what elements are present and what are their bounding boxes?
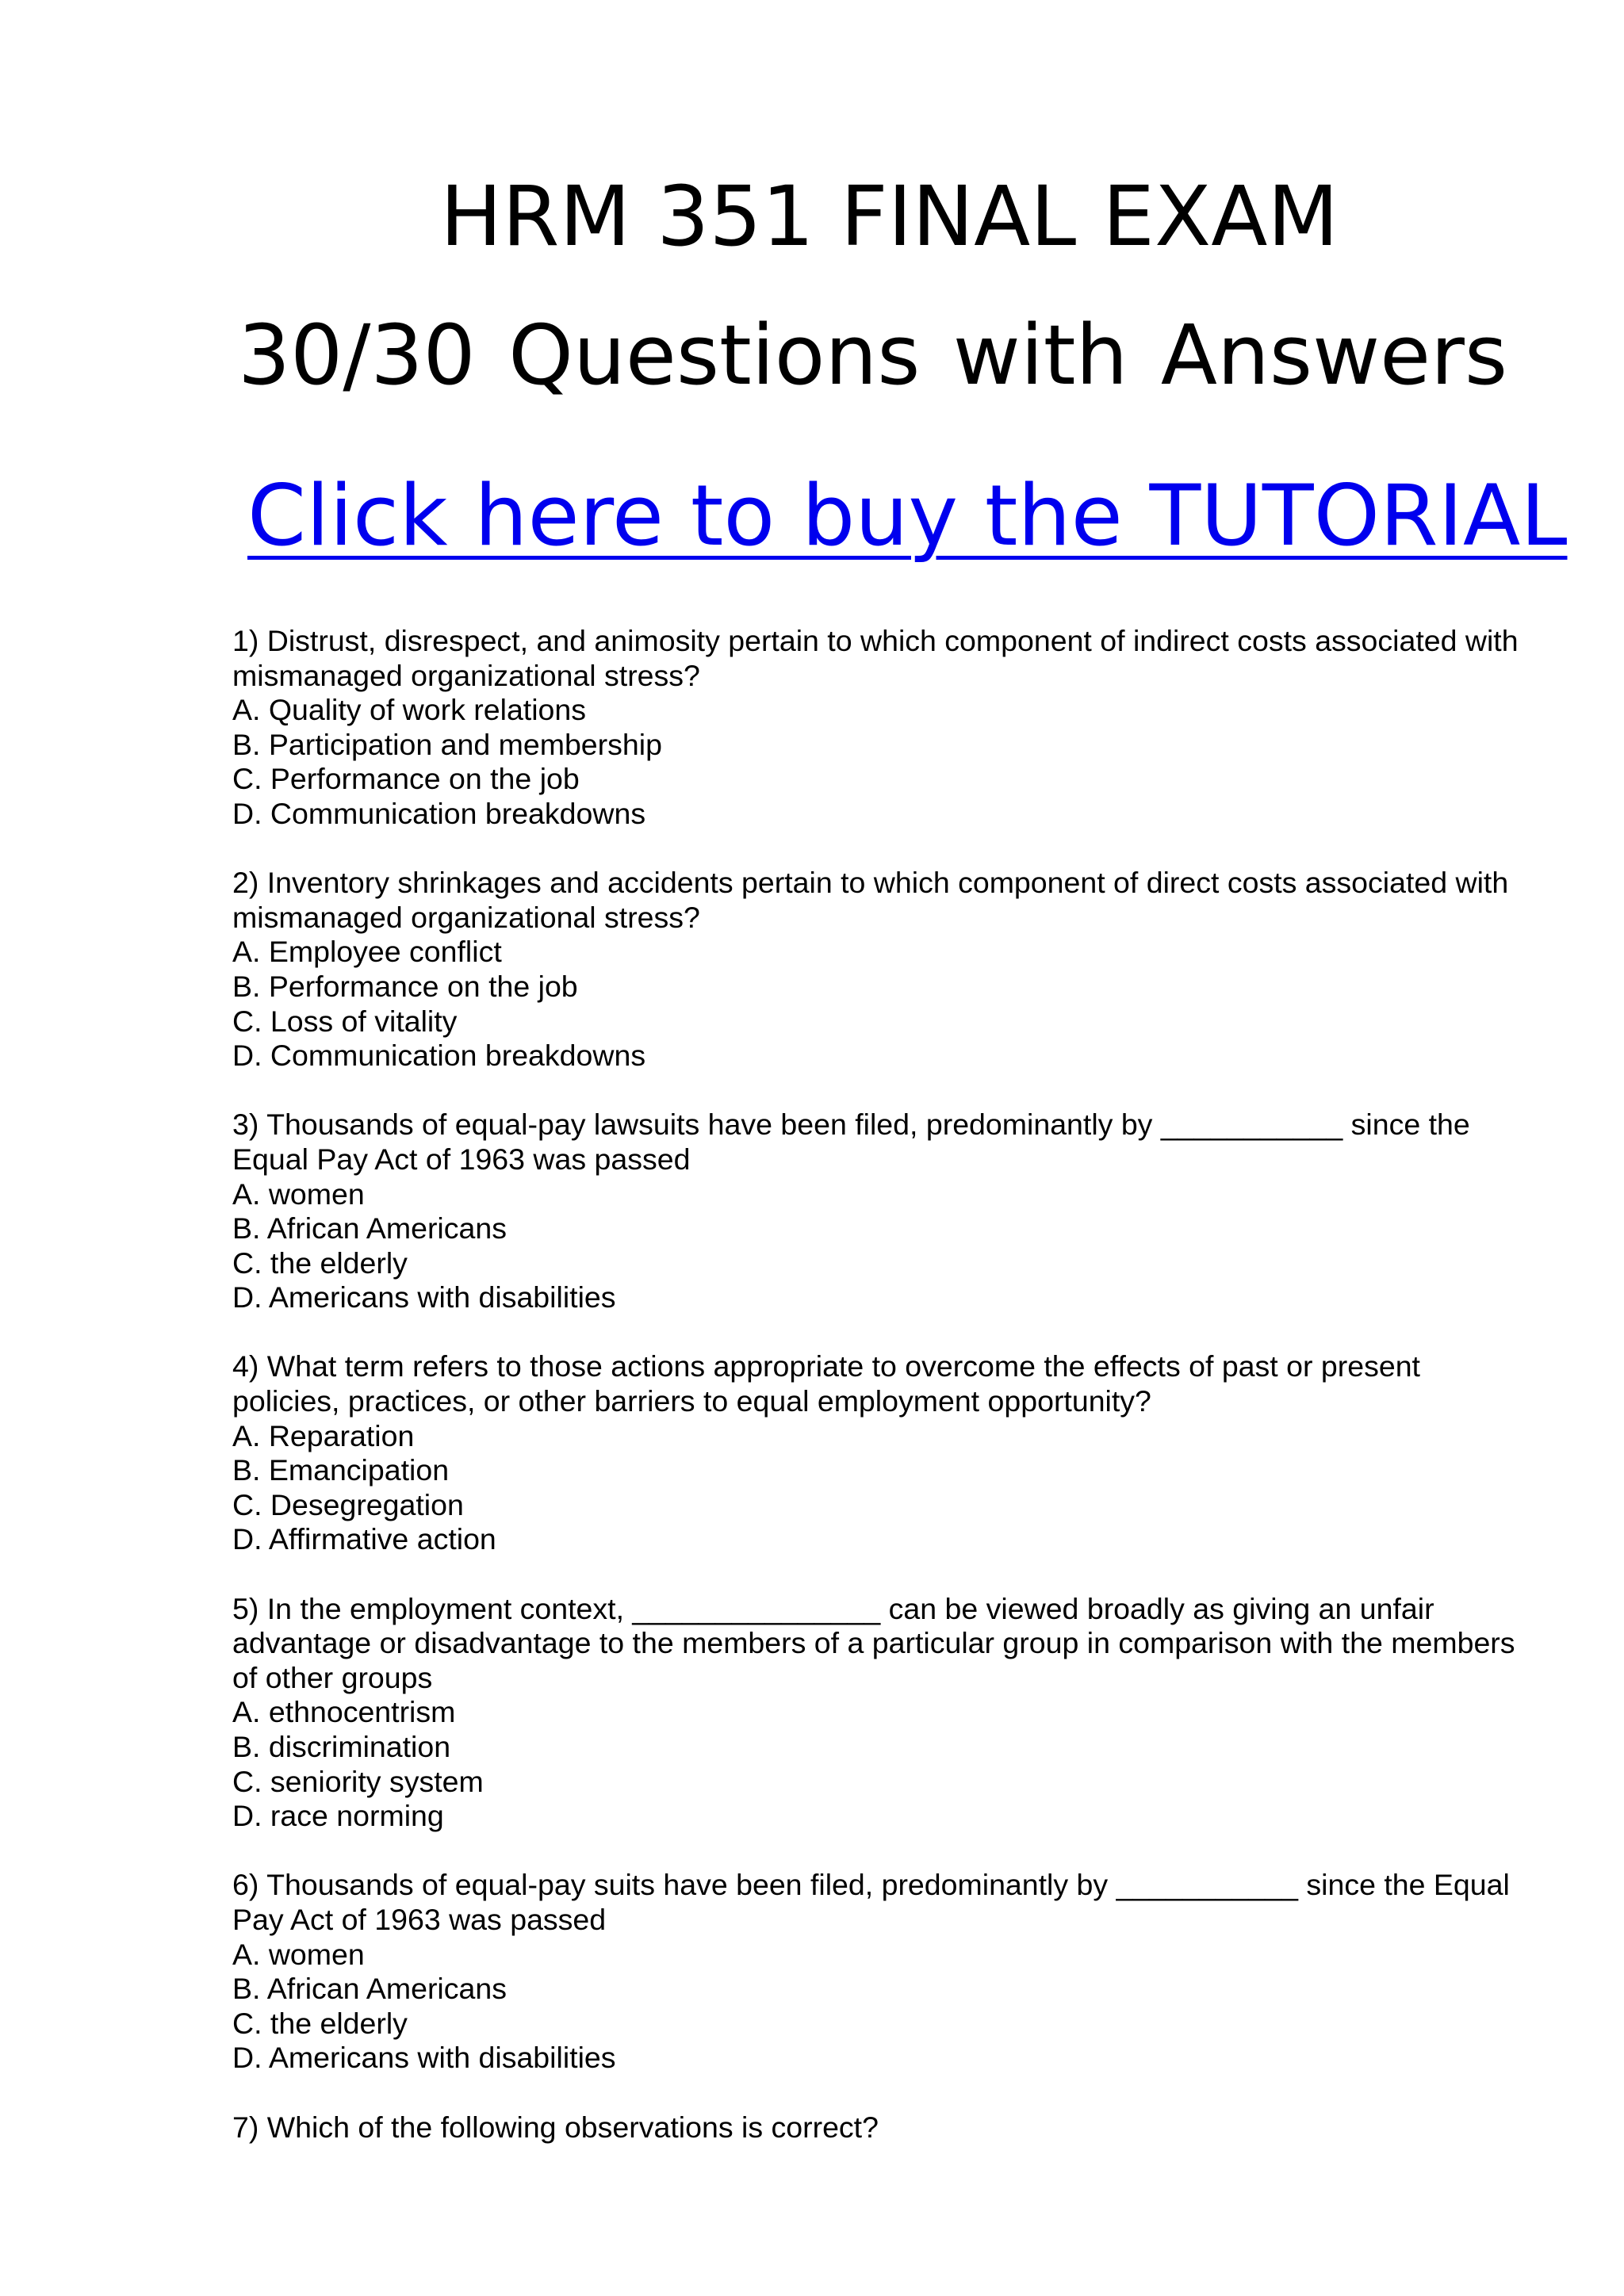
- answer-option: A. women: [232, 1177, 365, 1211]
- question-text: 6) Thousands of equal-pay suits have been filed, predominantly by ___________ since the Equal Pay Act of 1963 was passed: [232, 1868, 1510, 1936]
- answer-option: C. the elderly: [232, 2006, 408, 2040]
- answer-option: D. Affirmative action: [232, 1522, 496, 1556]
- answer-option: B. Emancipation: [232, 1453, 450, 1487]
- answer-option: A. ethnocentrism: [232, 1695, 456, 1729]
- answer-options: [232, 1177, 1533, 1315]
- answer-option: D. Americans with disabilities: [232, 1280, 616, 1314]
- answer-options: [232, 1419, 1533, 1557]
- question-block: [232, 1108, 1533, 1315]
- answer-options: [232, 1938, 1533, 2076]
- questions-list: [232, 624, 1533, 2179]
- answer-option: B. African Americans: [232, 1972, 507, 2006]
- answer-option: C. seniority system: [232, 1764, 484, 1798]
- question-text: 2) Inventory shrinkages and accidents pertain to which component of direct costs associated with mismanaged organizational stress?: [232, 866, 1509, 934]
- question-block: [232, 1592, 1533, 1834]
- answer-option: A. Quality of work relations: [232, 693, 587, 727]
- answer-option: D. Communication breakdowns: [232, 796, 646, 830]
- question-block: [232, 2110, 1533, 2145]
- answer-options: [232, 693, 1533, 831]
- answer-option: A. women: [232, 1937, 365, 1971]
- answer-option: C. Loss of vitality: [232, 1004, 458, 1038]
- question-block: [232, 866, 1533, 1073]
- question-text: 1) Distrust, disrespect, and animosity pertain to which component of indirect costs associated with mismanaged organizational stress?: [232, 624, 1519, 692]
- answer-options: [232, 1695, 1533, 1833]
- answer-option: A. Employee conflict: [232, 935, 502, 969]
- question-block: [232, 624, 1533, 832]
- answer-options: [232, 935, 1533, 1073]
- answer-option: B. African Americans: [232, 1211, 507, 1246]
- answer-option: B. discrimination: [232, 1730, 451, 1763]
- answer-option: B. Performance on the job: [232, 969, 578, 1003]
- answer-option: C. Performance on the job: [232, 762, 580, 796]
- title-line-1: HRM 351 FINAL EXAM: [440, 168, 1339, 265]
- question-block: [232, 1349, 1533, 1557]
- question-text: 3) Thousands of equal-pay lawsuits have been filed, predominantly by ___________ since the Equal Pay Act of 1963 was passed: [232, 1108, 1470, 1176]
- question-block: [232, 1868, 1533, 2076]
- question-text: 4) What term refers to those actions appropriate to overcome the effects of past or present policies, practices, or other barriers to equal employment opportunity?: [232, 1349, 1420, 1418]
- answer-option: D. Communication breakdowns: [232, 1039, 646, 1073]
- title-line-2: 30/30 Questions with Answers: [238, 307, 1508, 404]
- buy-tutorial-link[interactable]: Click here to buy the TUTORIAL: [247, 467, 1568, 564]
- question-text: 5) In the employment context, _______________ can be viewed broadly as giving an unfair advantage or disadvantage to the members of a particular group in comparison with the members of other groups: [232, 1591, 1515, 1694]
- answer-option: C. the elderly: [232, 1246, 408, 1280]
- answer-option: D. race norming: [232, 1799, 444, 1833]
- answer-option: C. Desegregation: [232, 1487, 464, 1521]
- question-text: 7) Which of the following observations is correct?: [232, 2110, 879, 2144]
- answer-option: B. Participation and membership: [232, 727, 662, 761]
- answer-option: D. Americans with disabilities: [232, 2041, 616, 2075]
- answer-option: A. Reparation: [232, 1418, 415, 1452]
